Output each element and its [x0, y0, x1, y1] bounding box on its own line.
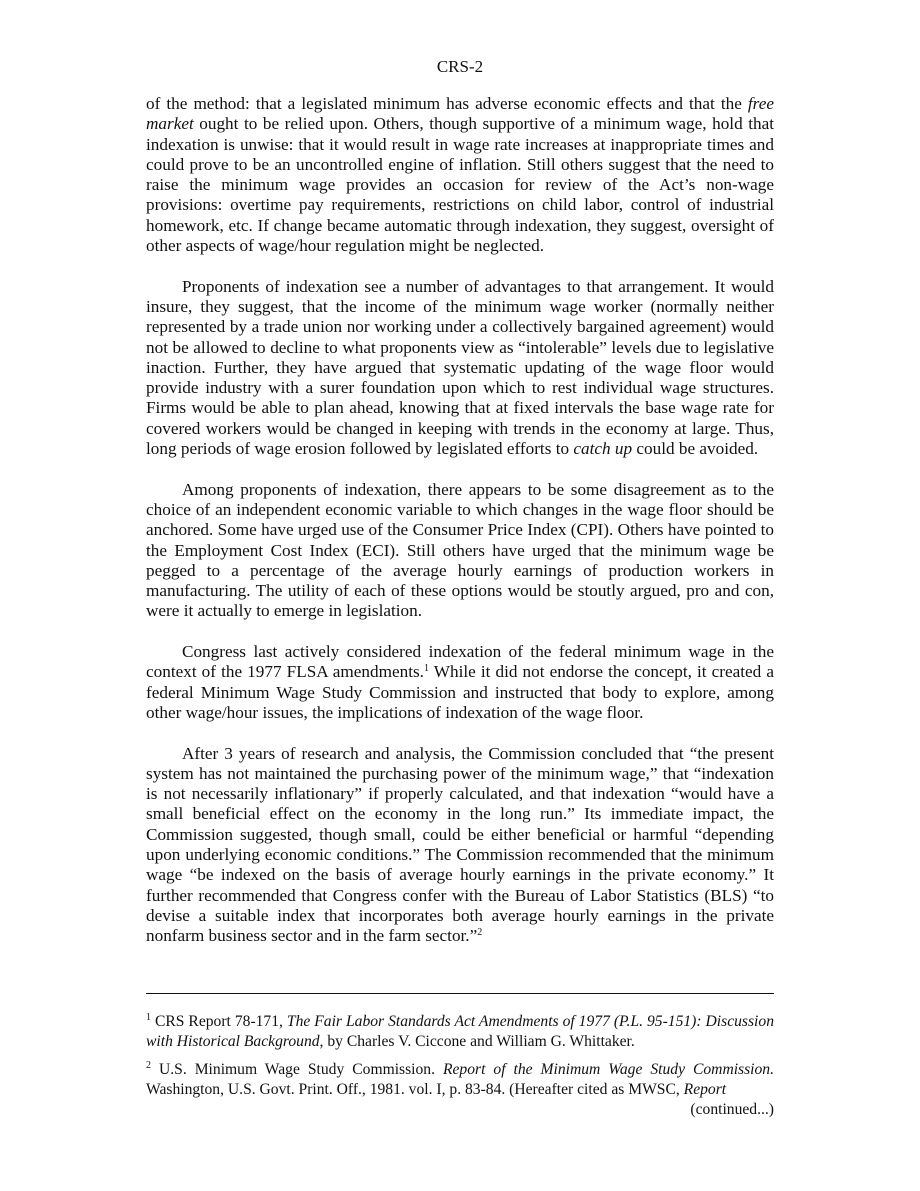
italic-text: free market [146, 94, 774, 134]
paragraph [146, 94, 774, 256]
text-run: Among proponents of indexation, there appears to be some disagreement as to the choice of an independent economic variable to which changes in the wage floor should be anchored. Some have urged use of the Consumer Price Index (CPI). Others have pointed to the Employment Cost Index (ECI). Still others have urged that the minimum wage be pegged to a percentage of the average hourly earnings of production workers in manufacturing. The utility of each of these options would be stoutly argued, pro and con, were it actually to emerge in legislation. [146, 479, 774, 621]
text-run: of the method: that a legislated minimum has adverse economic effects and that the [146, 94, 748, 113]
italic-text: catch up [573, 439, 633, 459]
footnote-ref: 1 [146, 1012, 151, 1023]
text-run: Washington, U.S. Govt. Print. Off., 1981. vol. I, p. 83-84. (Hereafter cited as MWSC, [146, 1081, 684, 1098]
italic-text: The Fair Labor Standards Act Amendments of 1977 (P.L. 95-151): Discussion with Historical Background [146, 1013, 774, 1050]
text-run: After 3 years of research and analysis, the Commission concluded that “the present system has not maintained the purchasing power of the minimum wage,” that “indexation is not necessarily inflationary” if properly calculated, and that indexation “would have a small beneficial effect on the economy in the long run.” Its immediate impact, the Commission suggested, though small, could be either beneficial or harmful “depending upon underlying economic conditions.” The Commission recommended that the minimum wage “be indexed on the basis of average hourly earnings in the private economy.” It further recommended that Congress confer with the Bureau of Labor Statistics (BLS) “to devise a suitable index that incorporates both average hourly earnings in the private nonfarm business sector and in the farm sector.” [146, 743, 774, 946]
text-run: U.S. Minimum Wage Study Commission. [151, 1061, 443, 1078]
paragraph [146, 642, 774, 723]
text-run: , by Charles V. Ciccone and William G. Whittaker. [319, 1033, 635, 1050]
footnote-ref: 2 [477, 927, 483, 939]
paragraph [146, 744, 774, 947]
page-header: CRS-2 [436, 57, 484, 76]
paragraph [146, 480, 774, 622]
text-run: Proponents of indexation see a number of advantages to that arrangement. It would insure, they suggest, that the income of the minimum wage worker (normally neither represented by a trade union nor working under a collectively bargained agreement) would not be allowed to decline to what proponents view as “intolerable” levels due to legislative inaction. Further, they have argued that systematic updating of the wage floor would provide industry with a surer foundation upon which to rest individual wage structures. Firms would be able to plan ahead, knowing that at fixed intervals the base wage rate for covered workers would be changed in keeping with trends in the economy at large. Thus, long periods of wage erosion followed by legislated efforts to [146, 276, 774, 459]
italic-text: Report [683, 1081, 727, 1098]
text-run: ought to be relied upon. Others, though supportive of a minimum wage, hold that indexation is unwise: that it would result in wage rate increases at inappropriate times and could prove to be an uncontrolled engine of inflation. Still others suggest that the need to raise the minimum wage provides an occasion for review of the Act’s non-wage provisions: overtime pay requirements, restrictions on child labor, control of industrial homework, etc. If change became automatic through indexation, they suggest, oversight of other aspects of wage/hour regulation might be neglected. [146, 114, 774, 256]
footnote-divider [146, 993, 774, 994]
text-run: CRS Report 78-171, [151, 1013, 287, 1030]
footnote-ref: 1 [423, 663, 429, 675]
footnotes [146, 1012, 774, 1128]
paragraph [146, 277, 774, 460]
text-run: While it did not endorse the concept, it created a federal Minimum Wage Study Commission and instructed that body to explore, among other wage/hour issues, the implications of indexation of the wage floor. [146, 662, 774, 722]
text-run: Congress last actively considered indexation of the federal minimum wage in the context of the 1977 FLSA amendments. [146, 642, 774, 682]
italic-text: Report of the Minimum Wage Study Commission. [442, 1061, 774, 1078]
body-text [146, 94, 774, 967]
footnote-ref: 2 [146, 1060, 151, 1071]
footnote [146, 1060, 774, 1120]
footnote [146, 1012, 774, 1052]
continued-note: (continued...) [690, 1101, 774, 1118]
text-run: could be avoided. [632, 439, 759, 459]
